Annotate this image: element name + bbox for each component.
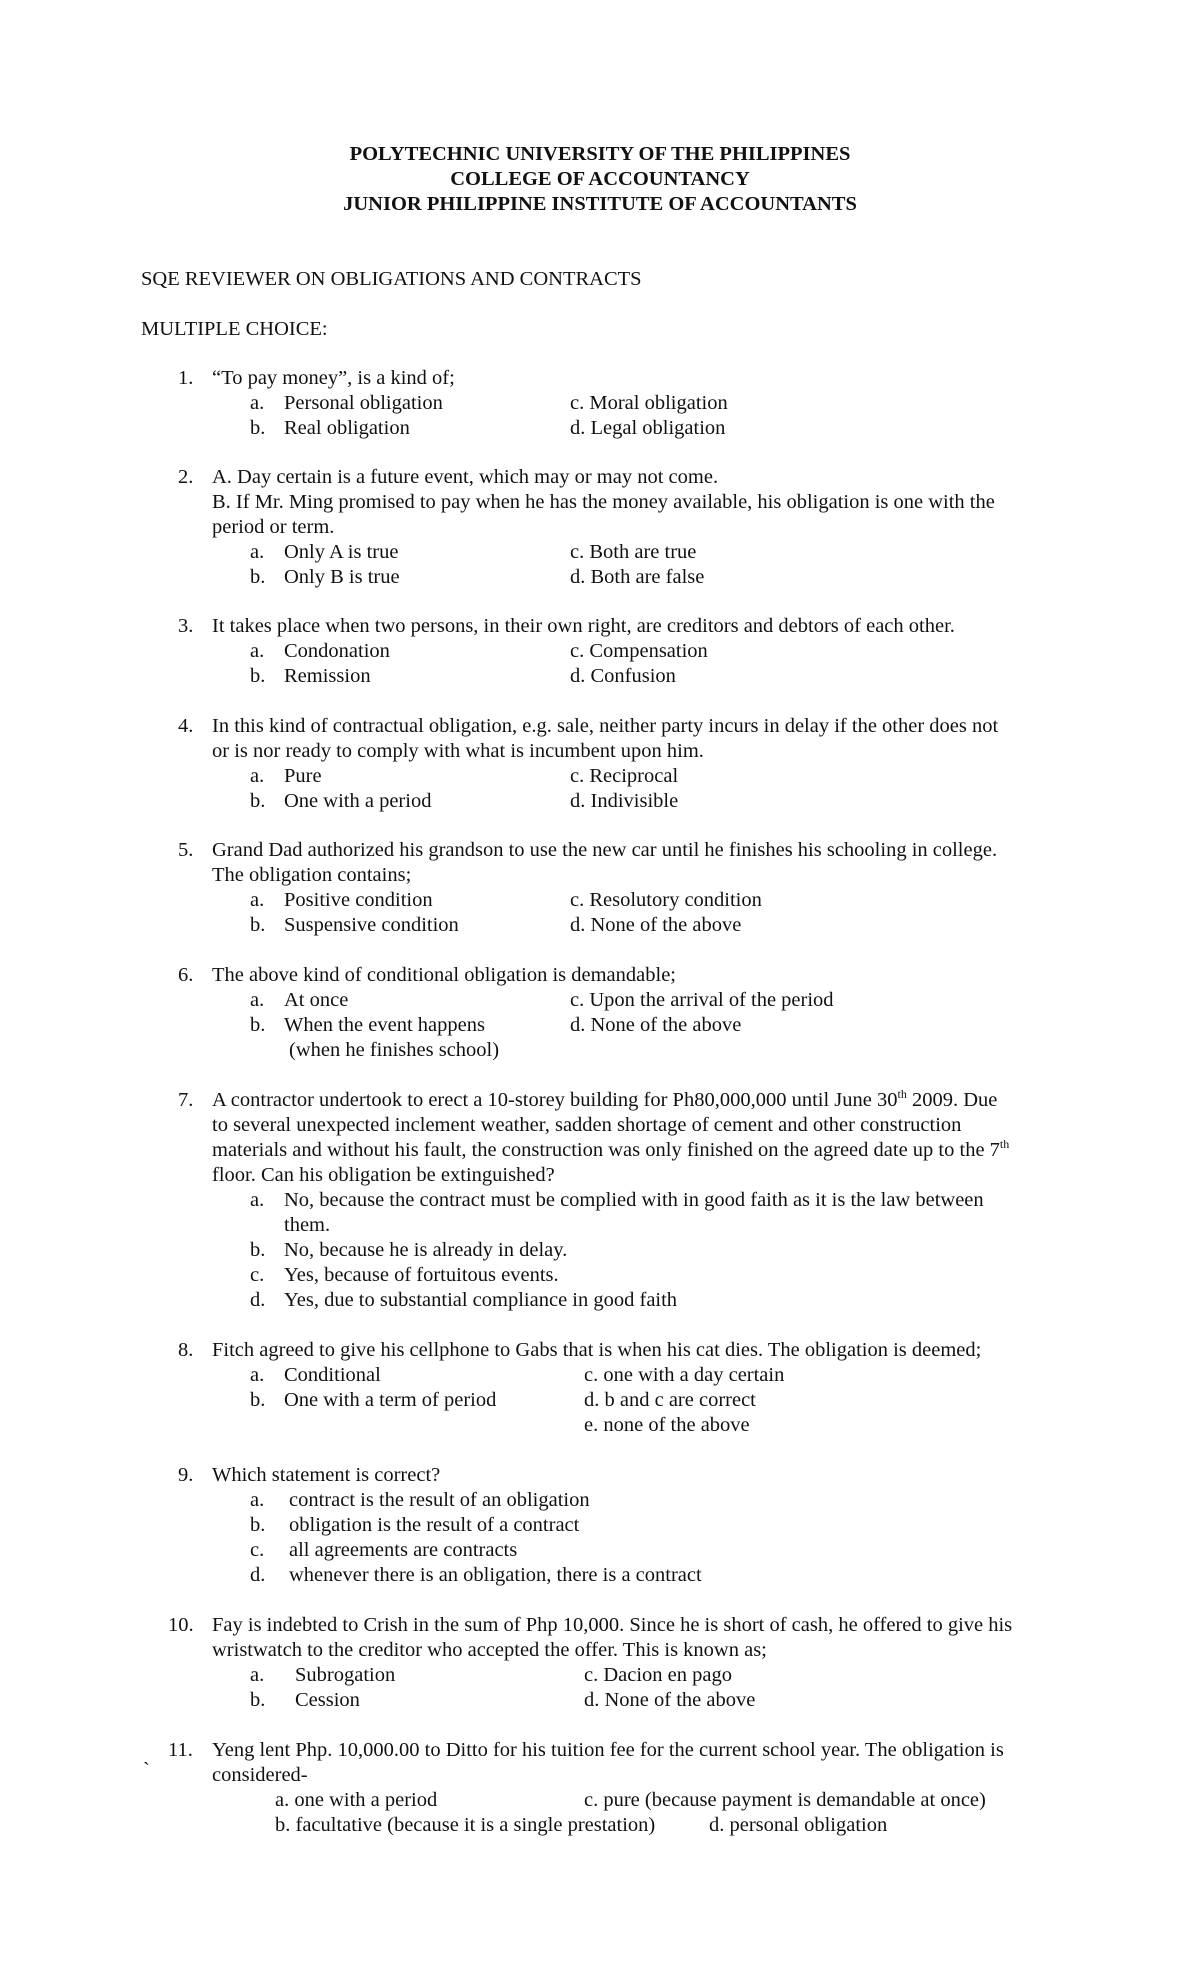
- choice-c: c. Upon the arrival of the period: [570, 989, 834, 1011]
- choice-letter: b.: [250, 566, 266, 588]
- choice-letter: a.: [250, 1189, 265, 1211]
- choice-c: all agreements are contracts: [289, 1539, 518, 1561]
- choice-letter: a.: [250, 640, 265, 662]
- question-text: [212, 1138, 1009, 1162]
- choice-letter: b.: [250, 1389, 266, 1411]
- question-text: A. Day certain is a future event, which may or may not come.: [212, 466, 719, 488]
- section-title: MULTIPLE CHOICE:: [141, 318, 328, 340]
- choice-b: Only B is true: [284, 566, 400, 588]
- choice-letter: b.: [250, 1689, 266, 1711]
- choice-letter: d.: [250, 1564, 266, 1586]
- choice-d: d. Legal obligation: [570, 417, 726, 439]
- choice-letter: a.: [250, 1364, 265, 1386]
- question-text: wristwatch to the creditor who accepted the offer. This is known as;: [212, 1639, 767, 1661]
- choice-d: d. None of the above: [570, 914, 742, 936]
- question-number: 6.: [178, 964, 194, 986]
- choice-letter: a.: [250, 1664, 265, 1686]
- question-text: floor. Can his obligation be extinguished?: [212, 1164, 555, 1186]
- choice-b: b. facultative (because it is a single prestation): [275, 1814, 656, 1836]
- choice-c: c. Resolutory condition: [570, 889, 762, 911]
- choice-b: When the event happens: [284, 1014, 485, 1036]
- choice-a: Condonation: [284, 640, 390, 662]
- choice-c: c. Both are true: [570, 541, 697, 563]
- question-text: Which statement is correct?: [212, 1464, 441, 1486]
- question-text: It takes place when two persons, in their own right, are creditors and debtors of each other.: [212, 615, 955, 637]
- college-name: COLLEGE OF ACCOUNTANCY: [450, 168, 750, 190]
- choice-letter: b.: [250, 1014, 266, 1036]
- choice-c: c. Moral obligation: [570, 392, 728, 414]
- question-text: Grand Dad authorized his grandson to use the new car until he finishes his schooling in college.: [212, 839, 998, 861]
- question-text: In this kind of contractual obligation, e.g. sale, neither party incurs in delay if the other does not: [212, 715, 999, 737]
- choice-a: No, because the contract must be complied with in good faith as it is the law between: [284, 1189, 984, 1211]
- choice-letter: a.: [250, 889, 265, 911]
- choice-letter: b.: [250, 1239, 266, 1261]
- choice-letter: c.: [250, 1264, 265, 1286]
- document-title: SQE REVIEWER ON OBLIGATIONS AND CONTRACTS: [141, 268, 642, 290]
- question-number: 4.: [178, 715, 194, 737]
- choice-d: d. Indivisible: [570, 790, 679, 812]
- choice-letter: b.: [250, 790, 266, 812]
- choice-letter: a.: [250, 989, 265, 1011]
- choice-letter: d.: [250, 1289, 266, 1311]
- choice-a: At once: [284, 989, 349, 1011]
- choice-b: One with a period: [284, 790, 432, 812]
- choice-e: e. none of the above: [584, 1414, 750, 1436]
- question-number: 1.: [178, 367, 194, 389]
- choice-letter: a.: [250, 392, 265, 414]
- choice-d: d. None of the above: [570, 1014, 742, 1036]
- choice-letter: a.: [250, 541, 265, 563]
- question-text: period or term.: [212, 516, 335, 538]
- choice-c: Yes, because of fortuitous events.: [284, 1264, 559, 1286]
- question-number: 10.: [168, 1614, 194, 1636]
- question-text: B. If Mr. Ming promised to pay when he has the money available, his obligation is one with the: [212, 491, 995, 513]
- question-number: 3.: [178, 615, 194, 637]
- question-text: The obligation contains;: [212, 864, 412, 886]
- choice-d: whenever there is an obligation, there is a contract: [289, 1564, 702, 1586]
- choice-a: Conditional: [284, 1364, 381, 1386]
- choice-letter: b.: [250, 417, 266, 439]
- ordinal-suffix: th: [999, 1137, 1010, 1152]
- choice-b: Cession: [295, 1689, 360, 1711]
- choice-b: One with a term of period: [284, 1389, 497, 1411]
- stray-mark: `: [143, 1759, 150, 1781]
- choice-letter: b.: [250, 914, 266, 936]
- choice-d: d. Both are false: [570, 566, 705, 588]
- choice-a: Subrogation: [295, 1664, 396, 1686]
- question-number: 8.: [178, 1339, 194, 1361]
- choice-a: Pure: [284, 765, 322, 787]
- choice-a: contract is the result of an obligation: [289, 1489, 590, 1511]
- question-text: considered-: [212, 1764, 308, 1786]
- question-number: 2.: [178, 466, 194, 488]
- choice-c: c. one with a day certain: [584, 1364, 785, 1386]
- university-name: POLYTECHNIC UNIVERSITY OF THE PHILIPPINES: [349, 143, 851, 165]
- question-text: or is nor ready to comply with what is incumbent upon him.: [212, 740, 704, 762]
- choice-letter: b.: [250, 665, 266, 687]
- question-text: [212, 1088, 997, 1112]
- choice-b: Suspensive condition: [284, 914, 459, 936]
- choice-c: c. Compensation: [570, 640, 708, 662]
- choice-a-continuation: them.: [284, 1214, 331, 1236]
- choice-b: Real obligation: [284, 417, 410, 439]
- choice-d: d. personal obligation: [709, 1814, 888, 1836]
- choice-letter: a.: [250, 1489, 265, 1511]
- choice-letter: c.: [250, 1539, 265, 1561]
- question-text: Fitch agreed to give his cellphone to Gabs that is when his cat dies. The obligation is deemed;: [212, 1339, 982, 1361]
- choice-a: a. one with a period: [275, 1789, 438, 1811]
- choice-d: d. Confusion: [570, 665, 676, 687]
- choice-b: No, because he is already in delay.: [284, 1239, 568, 1261]
- choice-a: Only A is true: [284, 541, 399, 563]
- question-text: “To pay money”, is a kind of;: [212, 367, 455, 389]
- question-text: to several unexpected inclement weather, sadden shortage of cement and other construction: [212, 1114, 962, 1136]
- question-text-part: materials and without his fault, the construction was only finished on the agreed date up to the 7: [212, 1139, 1000, 1161]
- choice-b-continuation: (when he finishes school): [289, 1039, 500, 1061]
- ordinal-suffix: th: [897, 1087, 907, 1102]
- choice-b: Remission: [284, 665, 371, 687]
- choice-b: obligation is the result of a contract: [289, 1514, 580, 1536]
- question-text: Yeng lent Php. 10,000.00 to Ditto for his tuition fee for the current school year. The obligation is: [212, 1739, 1004, 1761]
- organization-name: JUNIOR PHILIPPINE INSTITUTE OF ACCOUNTANTS: [343, 193, 857, 215]
- choice-d: d. None of the above: [584, 1689, 756, 1711]
- choice-a: Personal obligation: [284, 392, 443, 414]
- question-text: Fay is indebted to Crish in the sum of Php 10,000. Since he is short of cash, he offered to give his: [212, 1614, 1013, 1636]
- question-text-part: A contractor undertook to erect a 10-storey building for Ph80,000,000 until June 30: [212, 1089, 898, 1111]
- choice-c: c. Dacion en pago: [584, 1664, 732, 1686]
- question-number: 7.: [178, 1089, 194, 1111]
- question-text-part: 2009. Due: [906, 1089, 998, 1111]
- choice-c: c. pure (because payment is demandable at once): [584, 1789, 986, 1811]
- choice-c: c. Reciprocal: [570, 765, 679, 787]
- choice-letter: b.: [250, 1514, 266, 1536]
- choice-letter: a.: [250, 765, 265, 787]
- choice-a: Positive condition: [284, 889, 433, 911]
- question-number: 9.: [178, 1464, 194, 1486]
- choice-d: Yes, due to substantial compliance in good faith: [284, 1289, 678, 1311]
- question-number: 11.: [168, 1739, 193, 1761]
- choice-d: d. b and c are correct: [584, 1389, 756, 1411]
- question-number: 5.: [178, 839, 194, 861]
- question-text: The above kind of conditional obligation is demandable;: [212, 964, 676, 986]
